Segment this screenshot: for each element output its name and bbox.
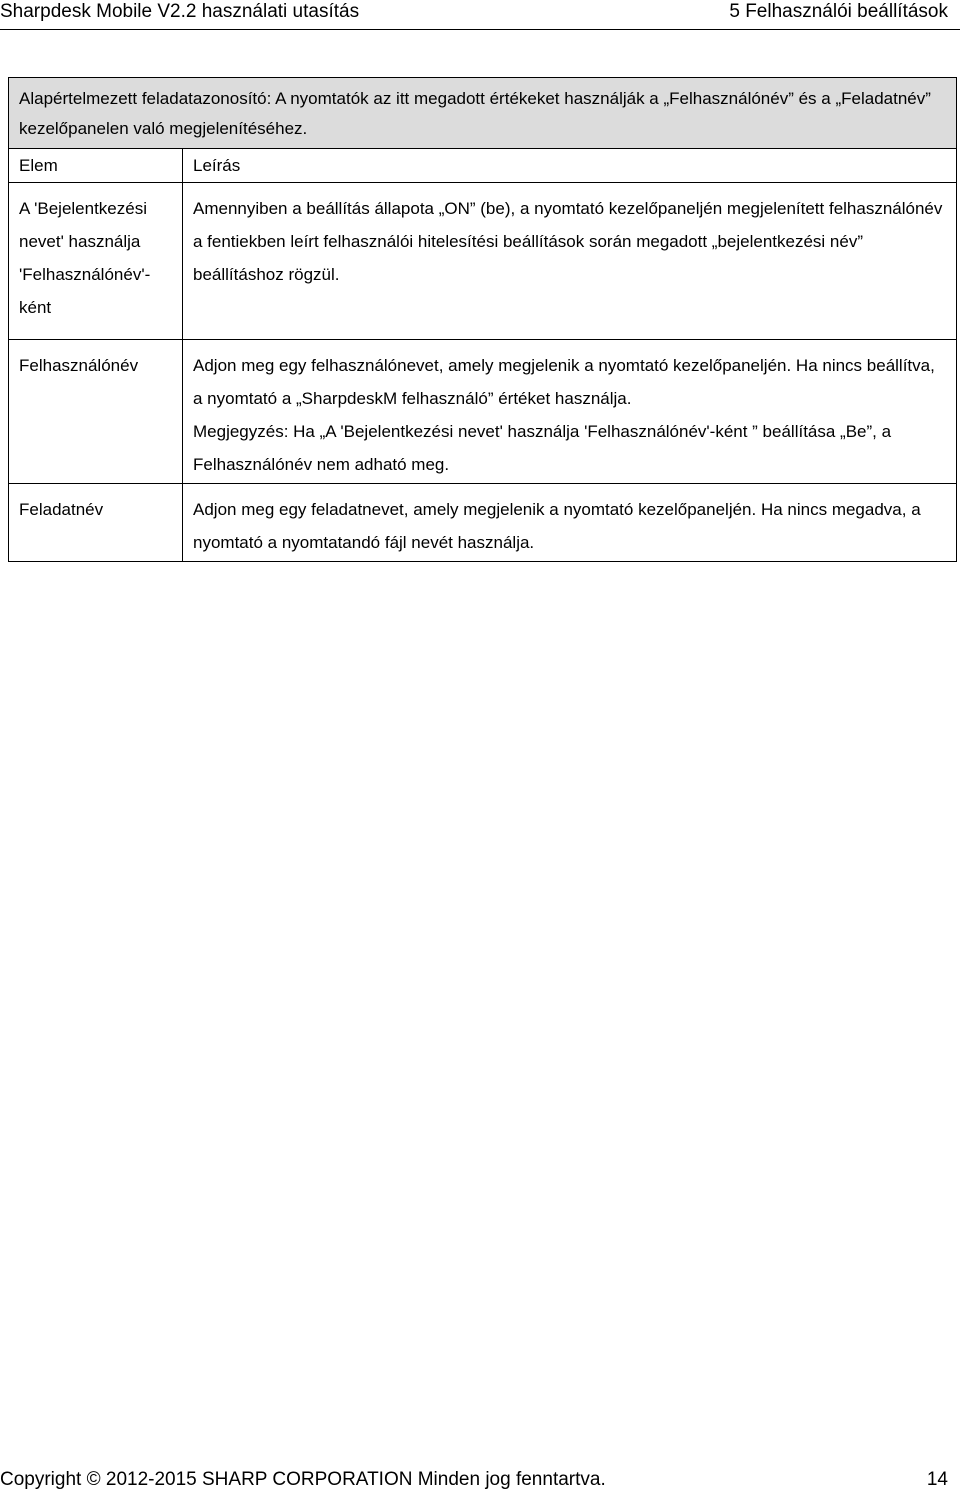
section-title: 5 Felhasználói beállítások [729, 1, 948, 22]
description-paragraph: Amennyiben a beállítás állapota „ON” (be), a nyomtató kezelőpaneljén megjelenített felhasználónév a fentiekben leírt felhasználói hitelesítési beállítások során megadott „bejelentkezési név” beállításhoz rögzül. [193, 199, 943, 284]
row-item-label: Feladatnév [9, 484, 183, 562]
page-number: 14 [926, 1469, 948, 1490]
description-note: Megjegyzés: Ha „A 'Bejelentkezési nevet' használja 'Felhasználónév'-ként ” beállítása „Be”, a Felhasználónév nem adható meg. [193, 422, 892, 474]
copyright-notice: Copyright © 2012-2015 SHARP CORPORATION Minden jog fenntartva. [0, 1469, 606, 1490]
description-paragraph: Adjon meg egy feladatnevet, amely megjelenik a nyomtató kezelőpaneljén. Ha nincs megadva, a nyomtató a nyomtatandó fájl nevét használja. [193, 500, 921, 552]
row-description [183, 340, 957, 484]
table-row [9, 484, 957, 562]
table-row [9, 183, 957, 340]
row-description [183, 484, 957, 562]
table-note: Alapértelmezett feladatazonosító: A nyomtatók az itt megadott értékeket használják a „Felhasználónév” és a „Feladatnév” kezelőpanelen való megjelenítéséhez. [9, 78, 957, 149]
page-header [0, 0, 960, 28]
column-header-item: Elem [9, 149, 183, 183]
document-title: Sharpdesk Mobile V2.2 használati utasítás [0, 1, 360, 22]
table-header-row [9, 149, 957, 183]
page-footer [0, 1467, 960, 1495]
table-row [9, 340, 957, 484]
settings-table [8, 77, 957, 562]
header-divider [0, 29, 960, 30]
column-header-description: Leírás [183, 149, 957, 183]
row-item-label: Felhasználónév [9, 340, 183, 484]
description-paragraph: Adjon meg egy felhasználónevet, amely megjelenik a nyomtató kezelőpaneljén. Ha nincs beállítva, a nyomtató a „SharpdeskM felhasználó” értéket használja. [193, 356, 935, 408]
row-description [183, 183, 957, 340]
row-item-label: A 'Bejelentkezési nevet' használja 'Felhasználónév'-ként [9, 183, 183, 340]
table-note-row [9, 78, 957, 149]
